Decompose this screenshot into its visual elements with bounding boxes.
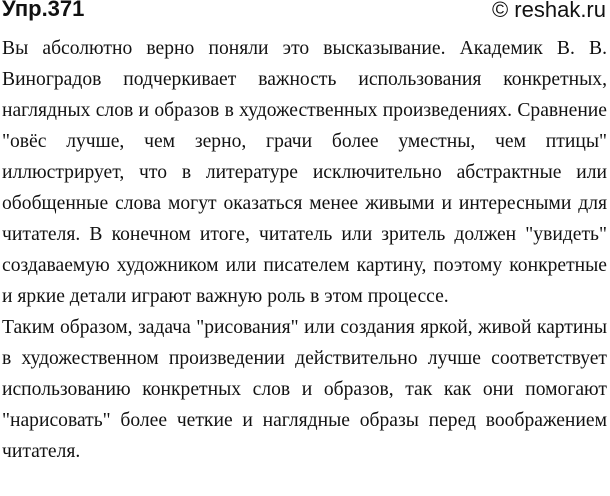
exercise-title: Упр.371 <box>2 0 85 21</box>
page-header <box>0 0 610 26</box>
answer-text <box>2 33 607 467</box>
watermark-text: © reshak.ru <box>491 0 606 22</box>
paragraph-1: Вы абсолютно верно поняли это высказывание. Академик В. В. Виноградов подчеркивает важность использования конкретных, наглядных слов и образов в художественных произведениях. Сравнение "овёс лучше, чем зерно, грачи более уместны, чем птицы" иллюстрирует, что в литературе исключительно абстрактные или обобщенные слова могут оказаться менее живыми и интересными для читателя. В конечном итоге, читатель или зритель должен "увидеть" создаваемую художником или писателем картину, поэтому конкретные и яркие детали играют важную роль в этом процессе. <box>2 38 607 307</box>
paragraph-2: Таким образом, задача "рисования" или создания яркой, живой картины в художественном произведении действительно лучше соответствует использованию конкретных слов и образов, так как они помогают "нарисовать" более четкие и наглядные образы перед воображением читателя. <box>2 317 607 462</box>
